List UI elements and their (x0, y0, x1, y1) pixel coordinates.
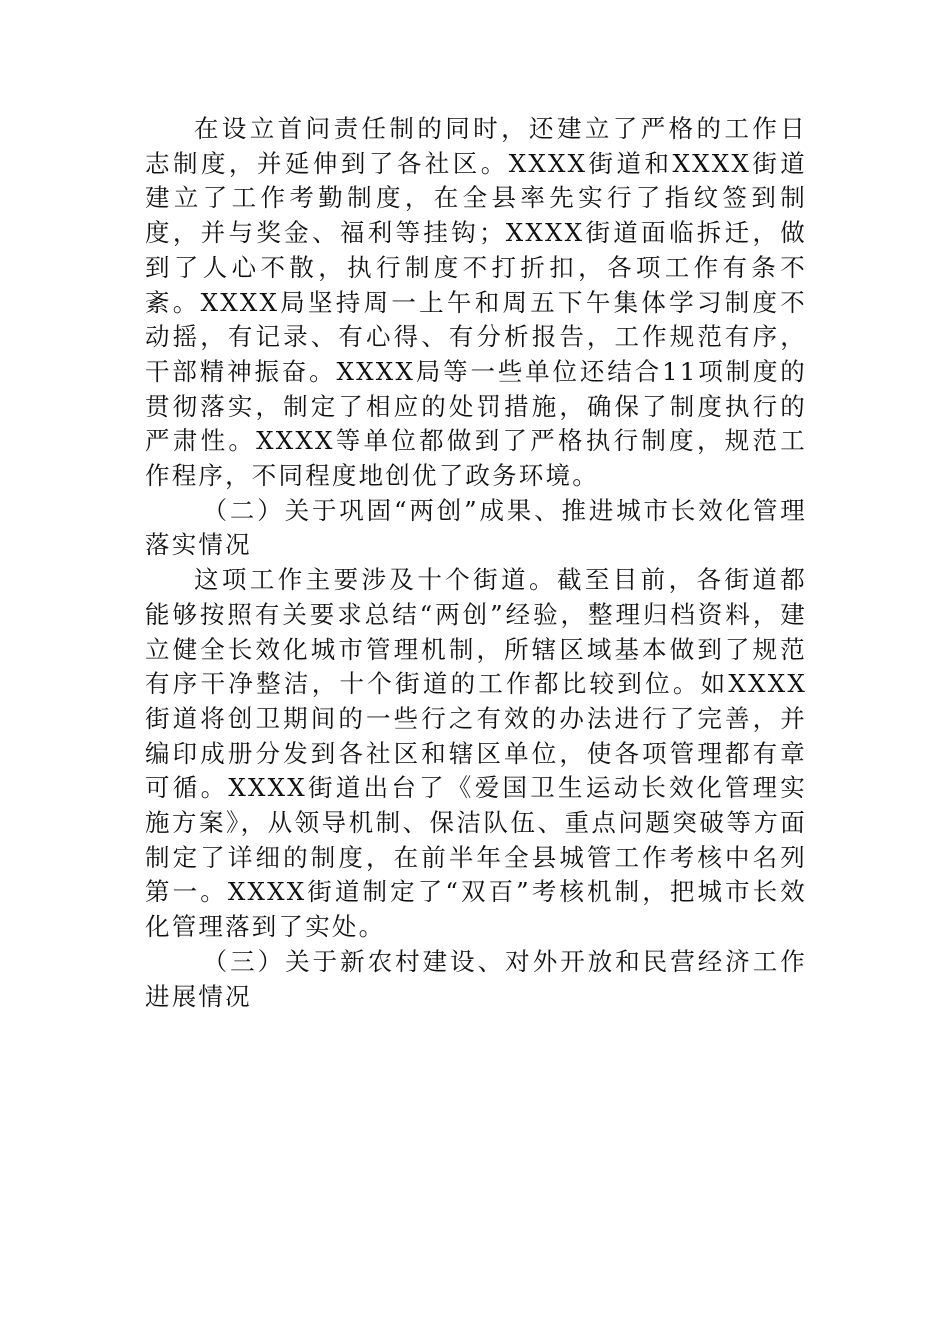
section-heading-two: （二）关于巩固“两创”成果、推进城市长效化管理落实情况 (145, 495, 807, 560)
paragraph-work-log-system: 在设立首问责任制的同时，还建立了严格的工作日志制度，并延伸到了各社区。XXXX街道和XXXX街道建立了工作考勤制度，在全县率先实行了指纹签到制度，并与奖金、福利等挂钩；XXXX街道面临拆迁，做到了人心不散，执行制度不打折扣，各项工作有条不紊。XXXX局坚持周一上午和周五下午集体学习制度不动摇，有记录、有心得、有分析报告，工作规范有序，干部精神振奋。XXXX局等一些单位还结合11项制度的贯彻落实，制定了相应的处罚措施，确保了制度执行的严肃性。XXXX等单位都做到了严格执行制度，规范工作程序，不同程度地创优了政务环境。 (145, 114, 808, 491)
section-heading-three: （三）关于新农村建设、对外开放和民营经济工作进展情况 (145, 946, 807, 1011)
document-page (145, 112, 807, 1014)
paragraph-city-management: 这项工作主要涉及十个街道。截至目前，各街道都能够按照有关要求总结“两创”经验，整理归档资料，建立健全长效化城市管理机制，所辖区域基本做到了规范有序干净整洁，十个街道的工作都比较到位。如XXXX街道将创卫期间的一些行之有效的办法进行了完善，并编印成册分发到各社区和辖区单位，使各项管理都有章可循。XXXX街道出台了《爱国卫生运动长效化管理实施方案》，从领导机制、保洁队伍、重点问题突破等方面制定了详细的制度，在前半年全县城管工作考核中名列第一。XXXX街道制定了“双百”考核机制，把城市长效化管理落到了实处。 (145, 565, 807, 942)
